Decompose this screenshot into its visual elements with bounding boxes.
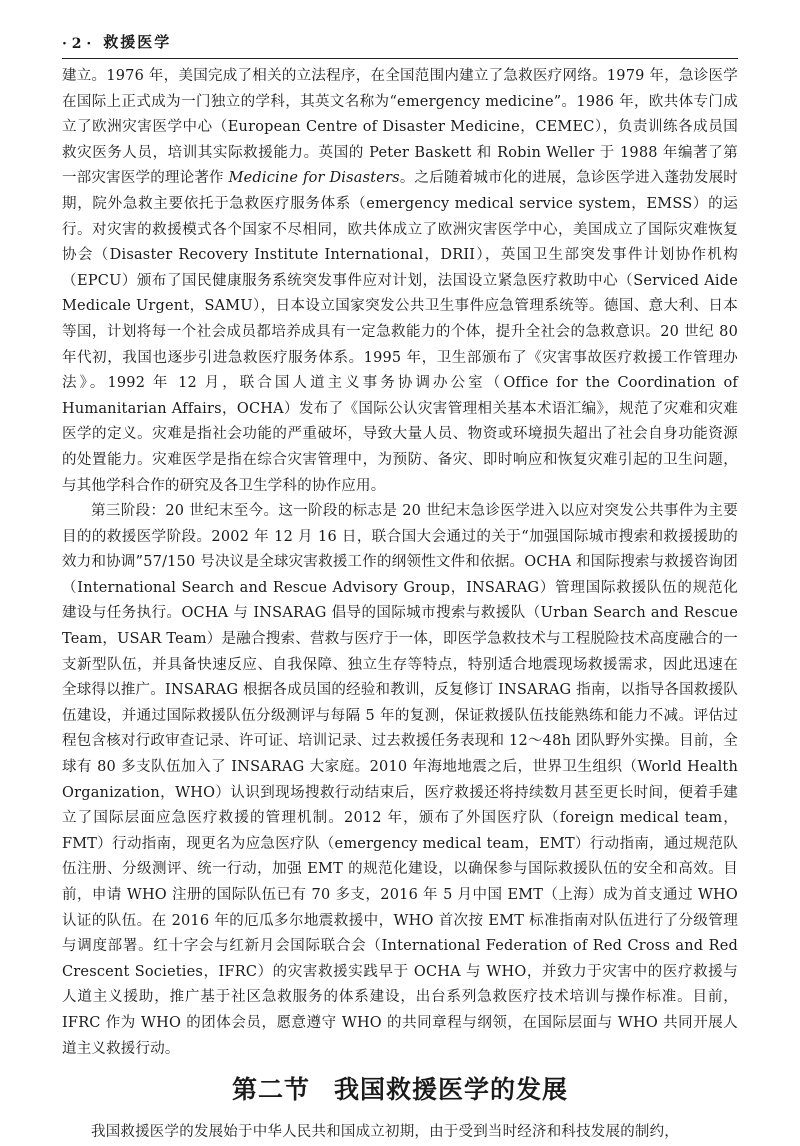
paragraph-continued	[62, 64, 738, 499]
section-heading	[62, 1072, 738, 1108]
page-body	[62, 64, 738, 1146]
paragraph-text: 建立。1976 年，美国完成了相关的立法程序，在全国范围内建立了急救医疗网络。1979 年，急诊医学在国际上正式成为一门独立的学科，其英文名称为“emergency medicine”。1986 年，欧共体专门成立了欧洲灾害医学中心（European Centre of Disaster Medicine，CEMEC），负责训练各成员国救灾医务人员，培训其实际救援能力。英国的 Peter Baskett 和 Robin Weller 于 1988 年编著了第一部灾害医学的理论著作	[62, 68, 738, 187]
paragraph-text: 。之后随着城市化的进展，急诊医学进入蓬勃发展时期，院外急救主要依托于急救医疗服务体系（emergency medical service system，EMSS）的运行。对灾害的救援模式各个国家不尽相同，欧共体成立了欧洲灾害医学中心，美国成立了国际灾难恢复协会（Disaster Recovery Institute International，DRII），英国卫生部突发事件计划协作机构（EPCU）颁布了国民健康服务系统突发事件应对计划，法国设立紧急医疗救助中心（Serviced Aide Medicale Urgent，SAMU），日本设立国家突发公共卫生事件应急管理系统等。德国、意大利、日本等国，计划将每一个社会成员都培养成具有一定急救能力的个体，提升全社会的急救意识。20 世纪 80 年代初，我国也逐步引进急救医疗服务体系。1995 年，卫生部颁布了《灾害事故医疗救援工作管理办法》。1992 年 12 月，联合国人道主义事务协调办公室（Office for the Coordination of Humanitarian Affairs，OCHA）发布了《国际公认灾害管理相关基本术语汇编》，规范了灾难和灾难医学的定义。灾难是指社会功能的严重破坏，导致大量人员、物资或环境损失超出了社会自身功能资源的处置能力。灾难医学是指在综合灾害管理中，为预防、备灾、即时响应和恢复灾难引起的卫生问题，与其他学科合作的研究及各卫生学科的协作应用。	[62, 170, 738, 494]
section-number: 第二节	[231, 1075, 310, 1105]
section-title: 我国救援医学的发展	[334, 1075, 569, 1105]
paragraph-section-intro: 我国救援医学的发展始于中华人民共和国成立初期，由于受到当时经济和科技发展的制约，	[91, 1124, 679, 1141]
book-title-italic: Medicine for Disasters	[228, 170, 400, 187]
page-header	[62, 28, 738, 59]
page-number: · 2 ·	[62, 36, 92, 52]
running-title: 救援医学	[103, 33, 172, 51]
paragraph-stage-three: 第三阶段：20 世纪末至今。这一阶段的标志是 20 世纪末急诊医学进入以应对突发公共事件为主要目的的救援医学阶段。2002 年 12 月 16 日，联合国大会通过的关于“加强国际城市搜索和救援援助的效力和协调”57/150 号决议是全球灾害救援工作的纲领性文件和依据。OCHA 和国际搜索与救援咨询团（International Search and Rescue Advisory Group，INSARAG）管理国际救援队伍的规范化建设与任务执行。OCHA 与 INSARAG 倡导的国际城市搜索与救援队（Urban Search and Rescue Team，USAR Team）是融合搜索、营救与医疗于一体，即医学急救技术与工程脱险技术高度融合的一支新型队伍，并具备快速反应、自我保障、独立生存等特点，特别适合地震现场救援需求，因此迅速在全球得以推广。INSARAG 根据各成员国的经验和教训，反复修订 INSARAG 指南，以指导各国救援队伍建设，并通过国际救援队伍分级测评与每隔 5 年的复测，保证救援队伍技能熟练和能力不减。评估过程包含核对行政审查记录、许可证、培训记录、过去救援任务表现和 12～48h 团队野外实操。目前，全球有 80 多支队伍加入了 INSARAG 大家庭。2010 年海地地震之后，世界卫生组织（World Health Organization，WHO）认识到现场搜救行动结束后，医疗救援还将持续数月甚至更长时间，便着手建立了国际层面应急医疗救援的管理机制。2012 年，颁布了外国医疗队（foreign medical team，FMT）行动指南，现更名为应急医疗队（emergency medical team，EMT）行动指南，通过规范队伍注册、分级测评、统一行动，加强 EMT 的规范化建设，以确保参与国际救援队伍的安全和高效。目前，申请 WHO 注册的国际队伍已有 70 多支，2016 年 5 月中国 EMT（上海）成为首支通过 WHO 认证的队伍。在 2016 年的厄瓜多尔地震救援中，WHO 首次按 EMT 标准指南对队伍进行了分级管理与调度部署。红十字会与红新月会国际联合会（International Federation of Red Cross and Red Crescent Societies，IFRC）的灾害救援实践早于 OCHA 与 WHO，并致力于灾害中的医疗救援与人道主义援助，推广基于社区急救服务的体系建设，出台系列急救医疗技术培训与操作标准。目前，IFRC 作为 WHO 的团体会员，愿意遵守 WHO 的共同章程与纲领，在国际层面与 WHO 共同开展人道主义救援行动。	[62, 503, 738, 1057]
